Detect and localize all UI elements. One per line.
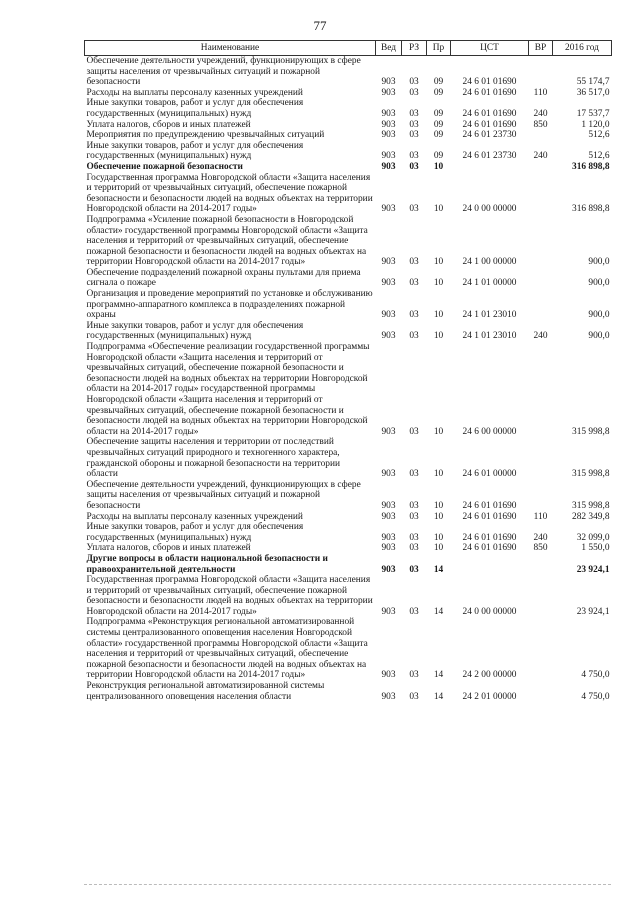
table-body: [85, 56, 612, 703]
row-cst: 24 6 01 23730: [462, 130, 517, 141]
table-row: [85, 617, 612, 681]
row-sum: 1 120,0: [581, 119, 610, 130]
row-name: Подпрограмма «Обеспечение реализации государственной программы Новгородской области «Защита населения и территорий от чрезвычайных ситуаций, обеспечение пожарной безопасности и безопасности людей на водных объектах на территории Новгородской области на 2014-2017 годы» государственной программы Новгородской области «Защита населения и территорий от чрезвычайных ситуаций, обеспечение пожарной безопасности и безопасности людей на водных объектах на территории Новгородской области на 2014-2017 годы»: [86, 342, 370, 437]
row-rz: 03: [409, 278, 419, 289]
header-sum: 2016 год: [553, 41, 612, 56]
row-rz: 03: [409, 564, 419, 575]
row-name: Подпрограмма «Реконструкция региональной автоматизированной системы централизованного оповещения населения Новгородской области» государственной программы Новгородской области «Защита населения и территорий от чрезвычайных ситуаций, обеспечение пожарной безопасности и безопасности людей на водных объектах на территории Новгородской области на 2014-2017 годы»: [86, 617, 368, 681]
row-rz: 03: [409, 108, 419, 119]
row-ved: 903: [381, 119, 396, 130]
row-cst: 24 6 00 00000: [462, 426, 517, 437]
row-name: Расходы на выплаты персоналу казенных учреждений: [86, 511, 303, 522]
row-pr: 10: [433, 331, 444, 342]
table-row: [85, 543, 612, 554]
row-sum: 512,6: [588, 151, 610, 162]
row-rz: 03: [409, 204, 419, 215]
table-row: [85, 120, 612, 131]
row-name: Мероприятия по предупреждению чрезвычайных ситуаций: [86, 130, 325, 141]
row-vr: [529, 162, 553, 173]
row-pr: 10: [433, 257, 444, 268]
row-ved: 903: [381, 130, 396, 141]
row-name: Расходы на выплаты персоналу казенных учреждений: [86, 87, 303, 98]
row-cst: 24 0 00 00000: [462, 204, 517, 215]
row-cst: 24 1 01 23010: [462, 310, 517, 321]
row-pr: 09: [433, 130, 444, 141]
row-name: Иные закупки товаров, работ и услуг для обеспечения государственных (муниципальных) нужд: [86, 98, 304, 119]
row-sum: 512,6: [588, 130, 610, 141]
row-name: Иные закупки товаров, работ и услуг для обеспечения государственных (муниципальных) нужд: [86, 320, 304, 342]
row-ved: 903: [381, 691, 396, 702]
row-ved: 903: [381, 151, 396, 162]
row-vr: [529, 130, 553, 141]
row-rz: 03: [409, 691, 419, 702]
row-cst: 24 1 01 23010: [462, 331, 517, 342]
table-row: [85, 215, 612, 268]
row-cst: 24 2 00 00000: [462, 670, 517, 681]
row-pr: 10: [433, 310, 444, 321]
row-pr: 10: [433, 278, 444, 289]
row-name: Обеспечение подразделений пожарной охраны пультами для приема сигнала о пожаре: [86, 267, 361, 289]
row-rz: 03: [409, 500, 419, 511]
row-sum: 315 998,8: [572, 469, 610, 480]
row-name: Государственная программа Новгородской области «Защита населения и территорий от чрезвычайных ситуаций, обеспечение пожарной безопасности и безопасности людей на водных объектах на территории Новгородской области на 2014-2017 годы»: [86, 172, 373, 215]
row-name: Уплата налогов, сборов и иных платежей: [86, 119, 251, 130]
row-name: Подпрограмма «Усиление пожарной безопасности в Новгородской области» государственной программы Новгородской области «Защита населения и территорий от чрезвычайных ситуаций, обеспечение пожарной безопасности и безопасности людей на водных объектах на территории Новгородской области на 2014-2017 годы»: [86, 214, 368, 268]
row-sum: 1 550,0: [581, 543, 610, 554]
row-ved: 903: [381, 670, 396, 681]
row-rz: 03: [409, 87, 419, 98]
row-pr: 10: [433, 426, 444, 437]
row-ved: 903: [381, 532, 396, 543]
row-cst: [451, 162, 529, 173]
row-ved: 903: [381, 426, 396, 437]
row-vr: 240: [533, 151, 548, 162]
row-ved: 903: [381, 606, 396, 617]
table-row: [85, 554, 612, 575]
table-row: [85, 162, 612, 173]
row-rz: 03: [409, 511, 419, 522]
table-row: [85, 321, 612, 342]
row-rz: 03: [409, 606, 419, 617]
row-vr: [529, 554, 553, 575]
row-ved: 903: [381, 161, 396, 172]
page-number: 77: [313, 18, 327, 33]
row-pr: 14: [433, 670, 444, 681]
row-name: Организация и проведение мероприятий по установке и обслуживанию программно-аппаратного комплекса в подразделениях пожарной охраны: [86, 289, 373, 321]
table-row: [85, 575, 612, 617]
row-vr: [529, 268, 553, 289]
row-ved: 903: [381, 87, 396, 98]
row-pr: 14: [433, 606, 444, 617]
row-vr: [529, 342, 553, 437]
row-cst: 24 6 01 00000: [462, 469, 517, 480]
row-cst: 24 6 01 01690: [462, 108, 517, 119]
row-ved: 903: [381, 77, 396, 88]
row-pr: 10: [433, 532, 444, 543]
row-sum: 900,0: [588, 257, 610, 268]
row-vr: 240: [533, 108, 548, 119]
row-ved: 903: [381, 331, 396, 342]
row-pr: 10: [433, 543, 444, 554]
row-sum: 23 924,1: [576, 564, 610, 575]
row-ved: 903: [381, 469, 396, 480]
row-vr: 110: [533, 511, 548, 522]
row-name: Обеспечение деятельности учреждений, функционирующих в сфере защиты населения от чрезвычайных ситуаций и пожарной безопасности: [86, 479, 361, 511]
row-sum: 17 537,7: [576, 108, 610, 119]
row-vr: 240: [533, 532, 548, 543]
row-cst: 24 1 00 00000: [462, 257, 517, 268]
row-sum: 316 898,8: [572, 204, 610, 215]
row-name: Иные закупки товаров, работ и услуг для обеспечения государственных (муниципальных) нужд: [86, 522, 304, 543]
row-name: Реконструкция региональной автоматизированной системы централизованного оповещения населения области: [86, 681, 325, 702]
row-sum: 315 998,8: [572, 426, 610, 437]
row-cst: 24 2 01 00000: [462, 691, 517, 702]
row-vr: [529, 575, 553, 617]
row-pr: 09: [433, 108, 444, 119]
row-sum: 36 517,0: [576, 87, 610, 98]
row-name: Другие вопросы в области национальной безопасности и правоохранительной деятельности: [86, 553, 328, 575]
row-sum: 55 174,7: [576, 77, 610, 88]
row-pr: 10: [433, 511, 444, 522]
row-cst: 24 6 01 01690: [462, 87, 517, 98]
row-name: Обеспечение защиты населения и территории от последствий чрезвычайных ситуаций природного и техногенного характера, гражданской обороны и пожарной безопасности на территории области: [86, 437, 341, 480]
row-vr: 110: [533, 87, 548, 98]
row-rz: 03: [409, 151, 419, 162]
row-pr: 14: [433, 691, 444, 702]
row-pr: 09: [433, 151, 444, 162]
row-rz: 03: [409, 543, 419, 554]
table-row: [85, 480, 612, 512]
row-pr: 10: [433, 204, 444, 215]
table-row: [85, 173, 612, 215]
table-row: [85, 522, 612, 543]
row-ved: 903: [381, 108, 396, 119]
table-row: [85, 268, 612, 289]
row-cst: 24 6 01 01690: [462, 511, 517, 522]
row-name: Обеспечение пожарной безопасности: [86, 161, 243, 172]
row-vr: [529, 681, 553, 702]
row-rz: 03: [409, 257, 419, 268]
row-pr: 10: [433, 469, 444, 480]
row-ved: 903: [381, 500, 396, 511]
row-rz: 03: [409, 161, 419, 172]
row-sum: 315 998,8: [572, 500, 610, 511]
row-ved: 903: [381, 204, 396, 215]
row-pr: 14: [433, 564, 444, 575]
row-vr: [529, 215, 553, 268]
table-row: [85, 512, 612, 523]
row-name: Уплата налогов, сборов и иных платежей: [86, 543, 251, 554]
row-pr: 09: [433, 119, 444, 130]
row-vr: [529, 173, 553, 215]
row-sum: 900,0: [588, 310, 610, 321]
table-row: [85, 437, 612, 479]
row-pr: 09: [433, 87, 444, 98]
row-vr: 850: [533, 119, 548, 130]
row-vr: [529, 289, 553, 321]
row-rz: 03: [409, 532, 419, 543]
row-sum: 32 099,0: [576, 532, 610, 543]
row-rz: 03: [409, 130, 419, 141]
row-sum: 900,0: [588, 331, 610, 342]
row-cst: 24 6 01 01690: [462, 532, 517, 543]
table-header: [85, 41, 612, 56]
header-vr: ВР: [529, 41, 553, 56]
table-row: [85, 56, 612, 88]
row-vr: [529, 437, 553, 479]
row-sum: 900,0: [588, 278, 610, 289]
row-pr: 10: [433, 161, 444, 172]
row-vr: [529, 56, 553, 88]
row-vr: 240: [533, 331, 548, 342]
row-pr: 09: [433, 77, 444, 88]
table-row: [85, 681, 612, 702]
row-ved: 903: [381, 310, 396, 321]
page-bottom-rule: [84, 884, 611, 885]
row-name: Обеспечение деятельности учреждений, функционирующих в сфере защиты населения от чрезвычайных ситуаций и пожарной безопасности: [86, 56, 361, 88]
row-name: Иные закупки товаров, работ и услуг для обеспечения государственных (муниципальных) нужд: [86, 140, 304, 162]
row-cst: 24 1 01 00000: [462, 278, 517, 289]
row-rz: 03: [409, 670, 419, 681]
header-rz: РЗ: [402, 41, 427, 56]
row-vr: [529, 480, 553, 512]
row-sum: 4 750,0: [581, 691, 610, 702]
row-vr: [529, 617, 553, 681]
row-cst: 24 6 01 01690: [462, 119, 517, 130]
row-sum: 23 924,1: [576, 606, 610, 617]
row-cst: 24 6 01 01690: [462, 543, 517, 554]
row-ved: 903: [381, 257, 396, 268]
row-rz: 03: [409, 310, 419, 321]
row-rz: 03: [409, 77, 419, 88]
row-sum: 4 750,0: [581, 670, 610, 681]
row-vr: 850: [533, 543, 548, 554]
row-ved: 903: [381, 278, 396, 289]
header-pr: Пр: [427, 41, 451, 56]
table-row: [85, 342, 612, 437]
row-rz: 03: [409, 119, 419, 130]
table-row: [85, 289, 612, 321]
table-row: [85, 88, 612, 99]
row-ved: 903: [381, 511, 396, 522]
row-cst: 24 6 01 01690: [462, 500, 517, 511]
table-row: [85, 130, 612, 141]
table-row: [85, 141, 612, 162]
header-cst: ЦСТ: [451, 41, 529, 56]
row-sum: 282 349,8: [572, 511, 610, 522]
row-cst: [451, 554, 529, 575]
header-ved: Вед: [376, 41, 402, 56]
header-name: Наименование: [85, 41, 376, 56]
row-rz: 03: [409, 469, 419, 480]
row-cst: 24 0 00 00000: [462, 606, 517, 617]
row-sum: 316 898,8: [572, 161, 610, 172]
table-row: [85, 98, 612, 119]
row-cst: 24 6 01 23730: [462, 151, 517, 162]
row-pr: 10: [433, 500, 444, 511]
budget-table: [84, 40, 612, 702]
row-name: Государственная программа Новгородской области «Защита населения и территорий от чрезвычайных ситуаций, обеспечение пожарной безопасности и безопасности людей на водных объектах на территории Новгородской области на 2014-2017 годы»: [86, 575, 373, 617]
row-rz: 03: [409, 426, 419, 437]
row-rz: 03: [409, 331, 419, 342]
row-ved: 903: [381, 564, 396, 575]
row-ved: 903: [381, 543, 396, 554]
row-cst: 24 6 01 01690: [462, 77, 517, 88]
